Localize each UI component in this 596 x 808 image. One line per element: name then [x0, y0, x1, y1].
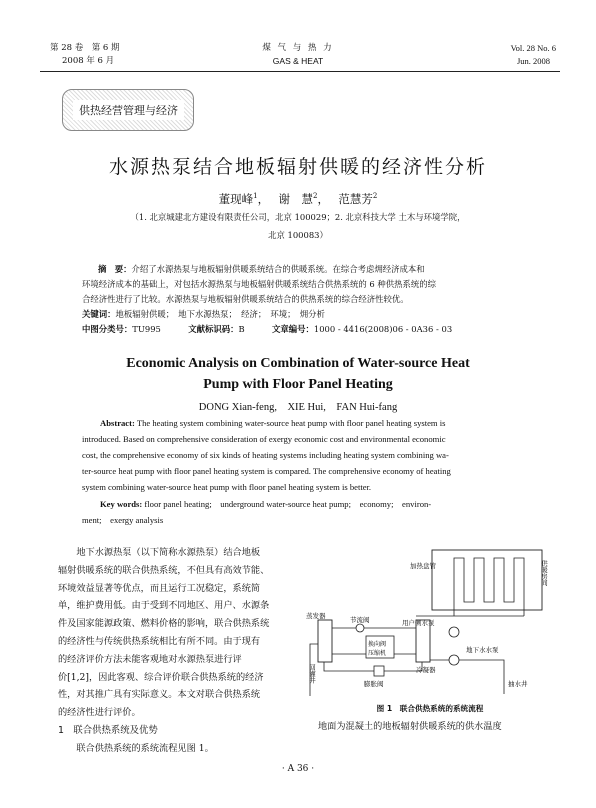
- figure-1-caption: 图 1 联合供热系统的系统流程: [376, 704, 484, 713]
- section-banner: [62, 89, 194, 131]
- doc-label: 文献标识码：: [188, 324, 239, 334]
- authors-en: DONG Xian-feng, XIE Hui, FAN Hui-fang: [198, 402, 398, 413]
- body-line: 辐射供暖系统的联合供热系统，不但具有高效节能、: [58, 564, 270, 576]
- heating-room-box: [432, 550, 542, 610]
- author-2: 谢 慧: [278, 192, 314, 206]
- affiliation-line-2: 北京 100083）: [268, 230, 328, 240]
- header-volume-en: Vol. 28 No. 6: [510, 43, 556, 53]
- abstract-en-text-1: The heating system combining water-source heat pump with floor panel heating system is: [136, 418, 446, 428]
- body-line: 地下水源热泵（以下简称水源热泵）结合地板: [58, 547, 261, 558]
- ground-pump-icon: [449, 655, 459, 665]
- keywords-en-line-2: ment; exergy analysis: [82, 515, 164, 525]
- author-3: 范慧芳: [338, 192, 373, 206]
- label-evaporator: 蒸发器: [306, 612, 326, 620]
- abstract-en-line-4: ter-source heat pump with floor panel heating system is compared. The comprehensive economy of heating: [82, 466, 451, 476]
- throttle-valve-icon: [356, 624, 364, 632]
- title-en-line-1: Economic Analysis on Combination of Water-source Heat: [126, 356, 470, 371]
- label-heating-room: 供暖房间: [540, 560, 548, 586]
- abstract-en-line-1: [100, 416, 518, 431]
- body-line: 环境效益显著等优点，而且运行工况稳定，系统简: [58, 582, 261, 594]
- keywords-cn: [82, 307, 528, 321]
- label-user-pump: 用户侧水泵: [402, 619, 435, 627]
- abstract-cn-line-1: [98, 262, 528, 276]
- art-value: 1000 - 4416(2008)06 - 0A36 - 03: [313, 324, 453, 334]
- label-expansion: 膨胀阀: [364, 680, 384, 688]
- label-compressor-2: 压缩机: [368, 650, 387, 657]
- body-line: 价[1,2]，因此客观、综合评价联合供热系统的经济: [58, 671, 264, 683]
- label-floor-coil: 加热盘管: [410, 562, 436, 570]
- evaporator-box: [318, 620, 332, 662]
- header-journal-cn: 煤 气 与 热 力: [262, 43, 334, 53]
- author-1: 董现峰: [218, 192, 254, 206]
- keywords-cn-text: 地板辐射供暖； 地下水源热泵； 经济； 环境； 㶲分析: [115, 309, 325, 319]
- classification-line: [82, 322, 542, 336]
- body-line: 单，维护费用低。由于受到不同地区、用户、水源条: [58, 600, 270, 612]
- keywords-cn-label: 关键词：: [82, 309, 116, 319]
- label-condenser: 冷凝器: [416, 666, 436, 674]
- label-ground-pump: 地下水水泵: [466, 646, 499, 654]
- clc-label: 中图分类号：: [82, 324, 133, 334]
- label-compressor-1: 换向阀: [368, 641, 387, 648]
- author-mark-1: 1: [253, 192, 258, 201]
- floor-coil: [454, 558, 524, 602]
- author-mark-3: 2: [372, 192, 378, 201]
- body-line: 的经济性与传统供热系统相比有所不同。由于现有: [58, 635, 261, 647]
- label-recharge-well: 回灌井: [308, 664, 316, 684]
- keywords-en-label: Key words:: [100, 499, 143, 509]
- header-rule: [40, 71, 560, 72]
- abstract-en-line-2: introduced. Based on comprehensive consideration of exergy economic cost and environmental economic: [82, 434, 446, 444]
- body-right-last-line: 地面为混凝土的地板辐射供暖系统的供水温度: [318, 721, 502, 732]
- abstract-cn-line-3: 合经济性进行了比较。水源热泵与地板辐射供暖系统结合的供热系统的综合经济性较优。: [82, 294, 409, 304]
- body-line: 的经济性进行评价。: [58, 707, 141, 719]
- affiliation-line-1: （1. 北京城建北方建设有限责任公司，北京 100029；2. 北京科技大学 土木与环境学院，: [130, 212, 466, 222]
- header-date-cn: 2008 年 6 月: [62, 56, 115, 66]
- section-banner-label: 供热经营管理与经济: [73, 100, 184, 120]
- clc-value: TU995: [132, 324, 161, 334]
- keywords-en-text-1: floor panel heating; underground water-source heat pump; economy; environ-: [144, 499, 432, 509]
- abstract-en-line-5: system combining water-source heat pump with floor panel heating system is better.: [82, 482, 372, 492]
- body-left: [58, 544, 296, 722]
- figure-1-diagram: [304, 544, 556, 704]
- body-line: 性，对其推广具有实际意义。本文对联合供热系统: [58, 689, 261, 701]
- body-line: 件及国家能源政策、燃料价格的影响，联合供热系统: [58, 618, 270, 630]
- body-line: 的经济评价方法未能客观地对水源热泵进行评: [58, 653, 242, 665]
- title-cn: 水源热泵结合地板辐射供暖的经济性分析: [108, 156, 487, 178]
- abstract-cn-text-1: 介绍了水源热泵与地板辐射供暖系统结合的供暖系统。在综合考虑㶲经济成本和: [131, 264, 425, 274]
- expansion-valve-icon: [374, 666, 384, 676]
- doc-value: B: [238, 324, 245, 334]
- authors-cn: 董现峰$^1$， 谢 慧$^2$， 范慧芳$^2$: [218, 192, 378, 206]
- section-1-line: 联合供热系统的系统流程见图 1。: [58, 743, 214, 754]
- section-1-heading: 1 联合供热系统及优势: [58, 725, 158, 736]
- header-date-en: Jun. 2008: [516, 56, 550, 66]
- label-throttle: 节流阀: [350, 616, 370, 624]
- label-pumping-well: 抽水井: [508, 680, 528, 688]
- abstract-cn-line-2: 环境经济成本的基础上，对包括水源热泵与地板辐射供暖系统结合供热系统的 6 种供热系统的综: [82, 279, 437, 289]
- keywords-en-line-1: [100, 497, 518, 512]
- page-number: · A 36 ·: [281, 764, 315, 774]
- header-journal-en: GAS & HEAT: [272, 56, 324, 66]
- art-label: 文章编号：: [271, 324, 314, 334]
- header-volume-cn: 第 28 卷 第 6 期: [50, 43, 120, 53]
- user-pump-icon: [449, 627, 459, 637]
- abstract-en-line-3: cost, the comprehensive economy of six kinds of heating systems including heating system combining wa-: [82, 450, 449, 460]
- author-mark-2: 2: [313, 192, 318, 201]
- abstract-cn-label: 摘 要：: [98, 264, 132, 274]
- title-en-line-2: Pump with Floor Panel Heating: [203, 377, 393, 392]
- abstract-en-label: Abstract:: [100, 418, 135, 428]
